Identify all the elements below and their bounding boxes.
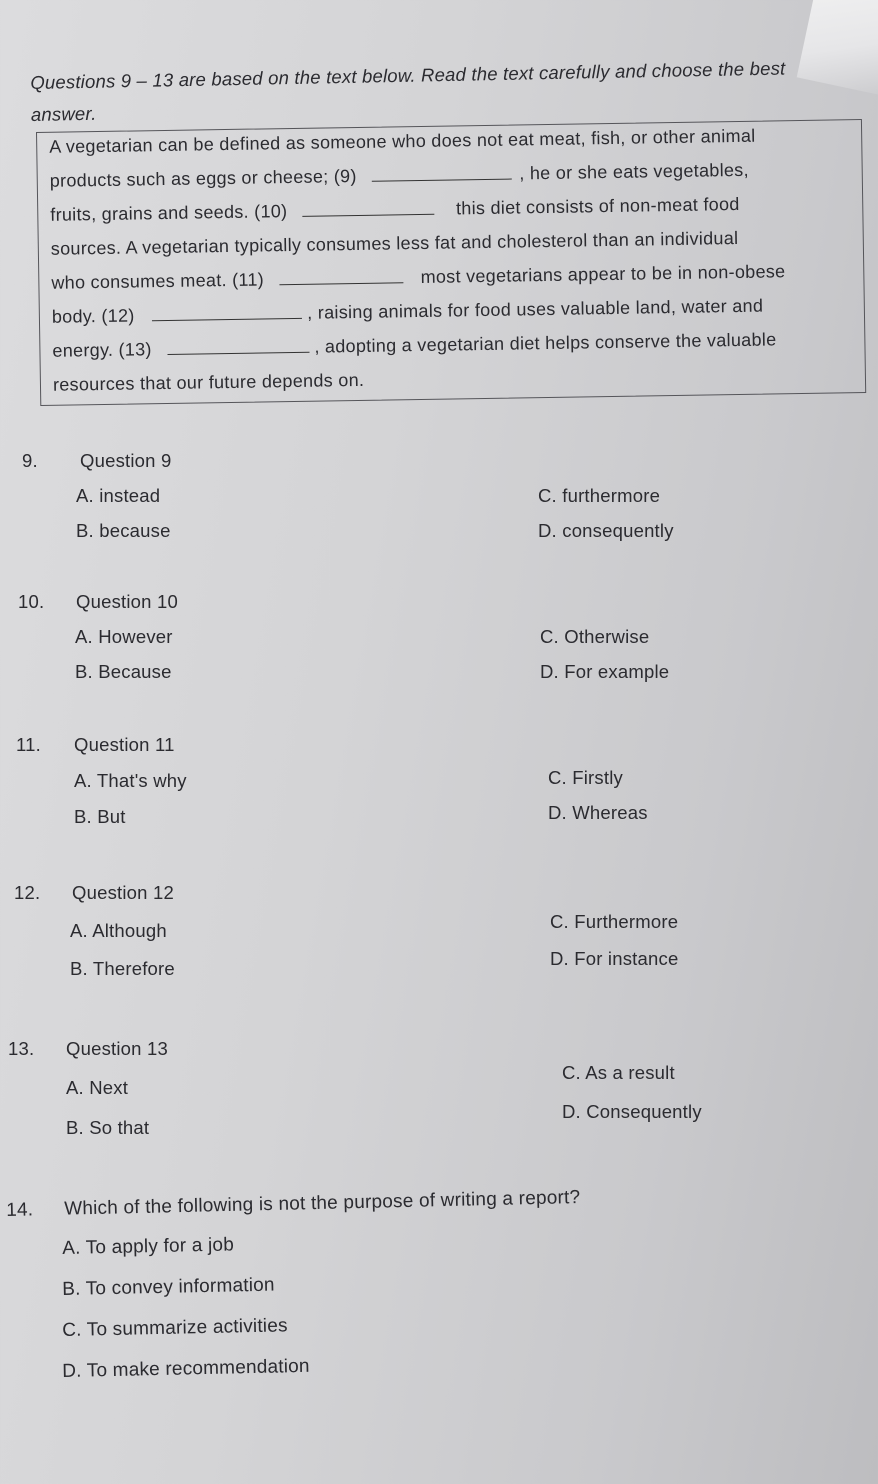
q12-option-c[interactable]: C. Furthermore	[550, 911, 679, 932]
q13-option-a[interactable]: A. Next	[66, 1077, 129, 1098]
question-text: Which of the following is not the purpose of writing a report?	[63, 1186, 581, 1220]
passage-line-4: sources. A vegetarian typically consumes less fat and cholesterol than an individual	[50, 227, 739, 259]
passage-text: fruits, grains and seeds. (10)	[50, 201, 288, 225]
question-14	[6, 1187, 581, 1222]
q10-option-c[interactable]: C. Otherwise	[540, 626, 650, 647]
passage-text: energy. (13)	[52, 339, 152, 361]
question-title: Question 10	[76, 591, 178, 612]
passage-text: most vegetarians appear to be in non-obese	[420, 261, 786, 287]
question-12	[14, 882, 174, 904]
q11-option-a[interactable]: A. That's why	[74, 770, 187, 791]
reading-passage-box	[36, 119, 866, 406]
question-title: Question 9	[80, 450, 172, 471]
question-11	[16, 734, 175, 756]
q9-option-a[interactable]: A. instead	[76, 485, 161, 506]
q14-option-a[interactable]: A. To apply for a job	[62, 1234, 235, 1259]
question-title: Question 12	[72, 882, 174, 903]
q12-option-a[interactable]: A. Although	[70, 920, 167, 941]
q12-option-b[interactable]: B. Therefore	[70, 958, 175, 979]
passage-line-5	[51, 260, 851, 294]
passage-line-6	[52, 294, 852, 328]
q14-option-d[interactable]: D. To make recommendation	[62, 1355, 310, 1382]
q10-option-b[interactable]: B. Because	[75, 661, 172, 682]
instructions-line-2: answer.	[30, 102, 97, 125]
question-number: 12.	[14, 882, 41, 903]
passage-text: who consumes meat. (11)	[51, 269, 265, 293]
q9-option-b[interactable]: B. because	[76, 520, 171, 541]
question-10	[18, 591, 178, 613]
passage-text: , he or she eats vegetables,	[519, 159, 749, 184]
q14-option-b[interactable]: B. To convey information	[62, 1274, 275, 1300]
passage-line-8: resources that our future depends on.	[52, 369, 365, 395]
blank-11[interactable]	[279, 268, 403, 285]
instructions-line-1: Questions 9 – 13 are based on the text below. Read the text carefully and choose the best	[30, 57, 786, 93]
passage-text: products such as eggs or cheese; (9)	[49, 165, 357, 191]
question-9	[22, 450, 171, 472]
q12-option-d[interactable]: D. For instance	[550, 948, 679, 969]
question-13	[8, 1038, 168, 1060]
passage-text: this diet consists of non-meat food	[455, 193, 740, 219]
passage-text: , raising animals for food uses valuable land, water and	[307, 295, 764, 323]
blank-12[interactable]	[152, 304, 302, 321]
q10-option-d[interactable]: D. For example	[540, 661, 670, 682]
q11-option-b[interactable]: B. But	[74, 806, 126, 827]
passage-line-7	[52, 328, 852, 362]
question-number: 14.	[6, 1199, 34, 1221]
q13-option-b[interactable]: B. So that	[66, 1117, 150, 1138]
q14-option-c[interactable]: C. To summarize activities	[62, 1315, 288, 1341]
q13-option-c[interactable]: C. As a result	[562, 1062, 675, 1083]
passage-line-2	[50, 158, 850, 192]
q10-option-a[interactable]: A. However	[75, 626, 173, 647]
blank-9[interactable]	[372, 165, 512, 182]
passage-text: , adopting a vegetarian diet helps conserve the valuable	[314, 329, 777, 357]
passage-line-3	[50, 192, 850, 226]
blank-13[interactable]	[167, 338, 309, 355]
q11-option-d[interactable]: D. Whereas	[548, 802, 648, 823]
passage-text: body. (12)	[51, 305, 135, 327]
question-title: Question 11	[74, 734, 175, 755]
blank-10[interactable]	[303, 200, 435, 217]
q11-option-c[interactable]: C. Firstly	[548, 767, 623, 788]
passage-line-1: A vegetarian can be defined as someone who does not eat meat, fish, or other animal	[49, 125, 756, 157]
question-number: 11.	[16, 734, 41, 755]
q9-option-c[interactable]: C. furthermore	[538, 485, 661, 506]
q13-option-d[interactable]: D. Consequently	[562, 1101, 702, 1122]
question-number: 13.	[8, 1038, 35, 1059]
instructions	[30, 50, 861, 132]
question-title: Question 13	[66, 1038, 168, 1059]
q9-option-d[interactable]: D. consequently	[538, 520, 674, 541]
question-number: 10.	[18, 591, 45, 612]
question-number: 9.	[22, 450, 38, 471]
